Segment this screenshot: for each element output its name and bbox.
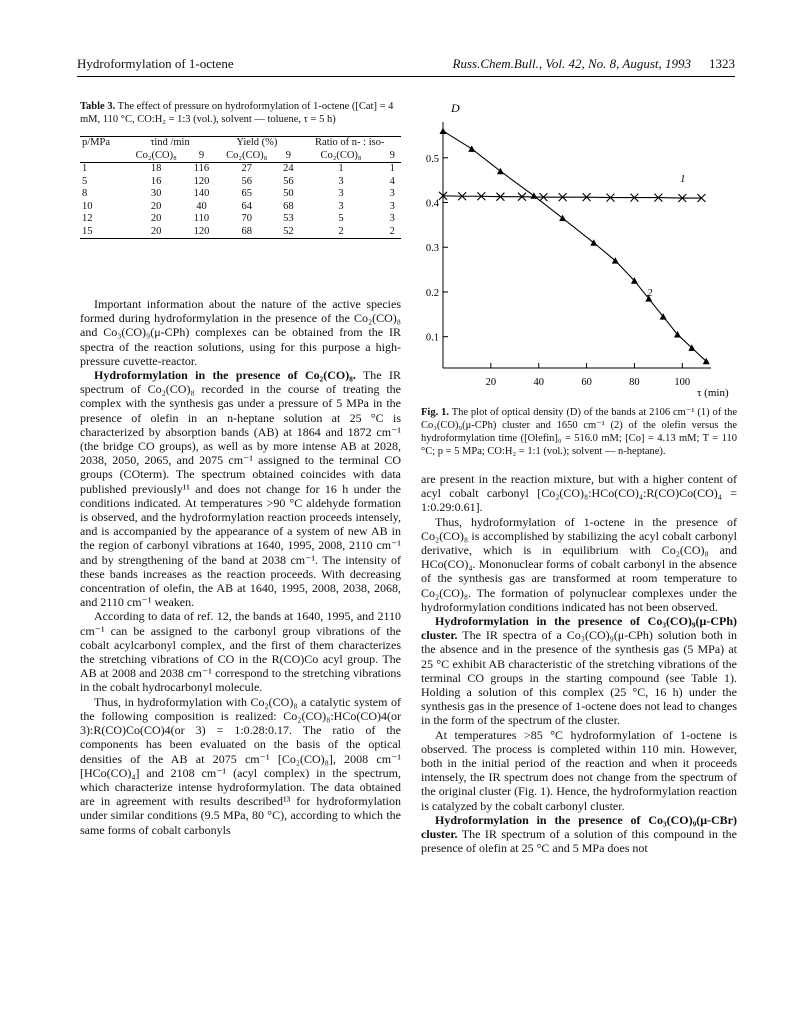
table-3 [80,136,401,239]
table-cell: 3 [338,200,344,212]
y-tick-label: 0.1 [425,332,439,344]
header-rule [77,76,735,77]
table-header-ratio: Ratio of n- : iso- [315,137,385,148]
section-heading: Hydroformylation in the presence of Co₃(CO)₉(μ-CPh) cluster. [421,614,737,643]
figure-1-chart [421,100,737,400]
table-cell: 3 [389,213,395,224]
table-cell: 50 [283,188,294,199]
table-caption [80,100,401,126]
x-tick-label: 40 [533,377,544,388]
table-row [80,201,401,214]
table-cell: 70 [241,213,252,224]
table-cell: 68 [241,225,252,237]
table-cell: 110 [193,213,210,224]
y-axis-label: D [451,101,460,115]
table-caption-label: Table 3. [80,101,116,112]
table-cell: 3 [389,188,395,199]
paragraph: According to data of ref. 12, the bands at 1640, 1995, and 2110 cm⁻¹ can be assigned to the carbonyl group vibrations of the cobalt acylcarbonyl complex, and the first of them characterizes the stretching vibrations of CO in the R(CO)Co acyl group. The AB at 2008 and 2038 cm⁻¹ correspond to the stretching vibrations in the cobalt hydrocarbonyl molecule. [80,609,401,695]
table-cell: 27 [241,163,252,174]
figure-caption [421,406,737,458]
paragraph: At temperatures >85 °C hydroformylation of 1-octene is observed. The process is completed within 110 min. However, both in the initial period of the reaction and when it proceeds intensely, the IR spectrum does not change from the spectrum of the original cluster (Fig. 1). Hence, the hydroformylation reaction is catalyzed by the cobalt carbonyl cluster. [421,727,737,813]
table-cell: 52 [283,225,294,237]
table-subheader: 9 [198,149,205,161]
table-cell: 1 [389,163,395,174]
curve-label-1: 1 [680,173,686,185]
point-mark [440,127,447,134]
left-column [80,100,401,837]
x-tick-label: 20 [485,377,497,388]
y-tick-label: 0.4 [425,198,439,210]
paragraph [421,813,737,856]
x-axis-label: τ (min) [697,387,729,399]
table-cell: 20 [150,213,162,224]
journal-citation [453,56,735,72]
table-cell: 120 [193,225,210,237]
table-cell: 15 [82,225,93,237]
table-cell: 24 [283,163,294,174]
table-cell: 2 [338,225,344,237]
citation-text: Russ.Chem.Bull., Vol. 42, No. 8, August, 1993 [452,56,691,71]
series-2-point [530,192,537,199]
table-cell: 56 [283,175,294,187]
table-cell: 8 [82,188,88,199]
table-cell: 4 [389,175,395,187]
table-cell: 20 [150,200,162,212]
table-header-tind: τind /min [150,137,190,148]
paragraph-text: The IR spectrum of a solution of this compound in the presence of olefin at 25 °C and 5 MPa does not [421,827,737,856]
table-cell: 64 [241,200,252,212]
paragraph: Thus, hydroformylation of 1-octene in the presence of Co₂(CO)₈ is accomplished by stabilizing the acyl cobalt carbonyl derivative, which is in equilibrium with Co₂(CO)₈ and HCo(CO)₄. Mononuclear forms of cobalt carbonyl in the absence of the synthesis gas are transformed at room temperature to Co₂(CO)₈. The formation of polynuclear complexes under the hydroformylation conditions indicated has not been observed. [421,514,737,614]
table-cell: 5 [82,175,88,187]
table-row [80,163,401,176]
point-mark [468,145,475,152]
running-title: Hydroformylation of 1-octene [77,56,234,71]
table-cell: 68 [283,200,294,212]
table-subheader: 9 [285,149,291,161]
table-header-yield: Yield (%) [236,137,278,148]
figure-caption-label: Fig. 1. [421,407,449,418]
table-cell: 3 [338,175,344,187]
table-cell: 56 [241,175,252,187]
table-row [80,176,401,189]
paragraph: are present in the reaction mixture, but with a higher content of acyl cobalt carbonyl [Co₂(CO)₈:HCo(CO)₄:R(CO)Co(CO)₄ = 1:0.29:0.61]. [421,472,737,515]
table-cell: 140 [193,188,210,199]
section-heading: Hydroformylation in the presence of Co₂(CO)₈. [94,368,356,383]
table-header-pressure: p/MPa [82,137,111,148]
table-cell: 116 [193,163,210,174]
table-cell: 10 [82,200,93,212]
y-tick-label: 0.3 [425,243,439,255]
table-cell: 18 [150,163,162,174]
table-cell: 120 [193,175,210,187]
curve-label-2: 2 [647,287,653,299]
series-2-point [468,145,475,152]
table-subheader: Co₂(CO)₈ [226,149,268,161]
table-cell: 40 [196,200,207,212]
paragraph: Important information about the nature of the active species formed during hydroformylation in the presence of the Co₂(CO)₈ and Co₃(CO)₉(μ-CPh) complexes can be obtained from the IR spectra of the reaction solutions, using for this purpose a high-pressure cuvette-reactor. [80,297,401,368]
table-cell: 65 [241,188,252,199]
table-cell: 1 [82,163,88,174]
table-cell: 3 [338,188,344,199]
figure-1 [421,100,737,400]
table-row [80,213,401,226]
table-body [80,163,401,239]
table-cell: 53 [283,213,294,224]
table-subheader: Co₂(CO)₈ [320,149,362,161]
right-column [421,100,737,855]
paragraph-text: The IR spectra of a Co₃(CO)₉(μ-CPh) solution both in the absence and in the presence of the synthesis gas (5 MPa) at 25 °C exhibit AB characteristic of the stretching vibrations of the terminal CO groups in the starting compound (see Table 1). Holding a solution of this complex (25 °C, 16 h) under the synthesis gas in the presence of 1-octene does not lead to changes in the form of the spectrum of the cluster. [421,628,737,728]
table-subheader: Co₂(CO)₈ [135,149,177,161]
series-2-line [443,131,706,361]
page-number: 1323 [709,56,735,71]
point-mark [530,192,537,199]
figure-caption-text: The plot of optical density (D) of the bands at 2106 cm⁻¹ (1) of the Co₃(CO)₉(μ-CPh) cluster and 1650 cm⁻¹ (2) of the olefin versus the hydroformylation time ([Olefin]₀ = 516.0 mM; [Co] = 4.13 mM; T = 110 °C; p = 5 MPa; CO:H₂ = 1:1 (vol.); solvent — n-heptane). [421,407,737,457]
x-tick-label: 60 [581,377,592,388]
table-cell: 1 [338,163,344,174]
table-cell: 12 [82,213,93,224]
x-tick-label: 80 [629,377,640,388]
table-cell: 5 [338,213,344,224]
table-cell: 16 [150,175,162,187]
table-cell: 30 [150,188,162,199]
table-cell: 3 [389,200,395,212]
paragraph [421,614,737,728]
table-row [80,226,401,239]
table-subheader: 9 [389,149,395,161]
series-2-point [440,127,447,134]
x-tick-label: 100 [674,377,691,388]
table-cell: 20 [150,225,162,237]
y-tick-label: 0.2 [425,287,439,299]
table-row [80,188,401,201]
table-caption-text: The effect of pressure on hydroformylation of 1-octene ([Cat] = 4 mM, 110 °C, CO:H₂ = 1:3 (vol.), solvent — toluene, τ = 5 h) [80,101,394,125]
paragraph: Thus, in hydroformylation with Co₂(CO)₈ a catalytic system of the following composition is realized: Co₂(CO)₈:HCo(CO)4(or 3):R(CO)Co(CO)4(or 3) = 1:0.28:0.17. The ratio of the components has been evaluated on the basis of the optical densities of the AB at 2075 cm⁻¹ [Co₂(CO)₈], 2008 cm⁻¹ [HCo(CO)₄] and 2108 cm⁻¹ (acyl complex) in the spectrum, which characterize intense hydroformylation. The data obtained are in agreement with results described¹³ for hydroformylation under similar conditions (9.5 MPa, 80 °C), according to which the same forms of cobalt carbonyls [80,694,401,837]
section-heading: Hydroformylation in the presence of Co₃(CO)₉(μ-CBr) cluster. [421,812,737,842]
paragraph-text: The IR spectrum of Co₂(CO)₈ recorded in the course of treating the complex with the synthesis gas under a pressure of 5 MPa in the presence of olefin in an n-heptane solution at 25 °C is characterized by absorption bands (AB) at 1864 and 1872 cm⁻¹ (the bridge CO groups), as well as by more intense AB at 2028, 2038, 2050, 2065, and 2075 cm⁻¹ assigned to the terminal CO groups (COterm). The spectrum obtained coincides with data published previously¹¹ and does not change for 16 h under the conditions indicated. At temperatures >90 °C aldehyde formation is observed, and the hydroformylation reaction proceeds intensely, and is accompanied by the appearance of a system of new AB in the region of carbonyl vibrations at 1640, 1995, 2008, 2110 cm⁻¹ and by strengthening of the band at 2038 cm⁻¹. The intensity of these bands increases as the reaction proceeds. With decreasing concentration of olefin, the AB at 1640, 1995, 2008, 2038, 2068, and 2110 cm⁻¹ weaken. [80,368,401,610]
y-tick-label: 0.5 [425,153,439,165]
paragraph [80,368,401,609]
table-cell: 2 [389,225,395,237]
